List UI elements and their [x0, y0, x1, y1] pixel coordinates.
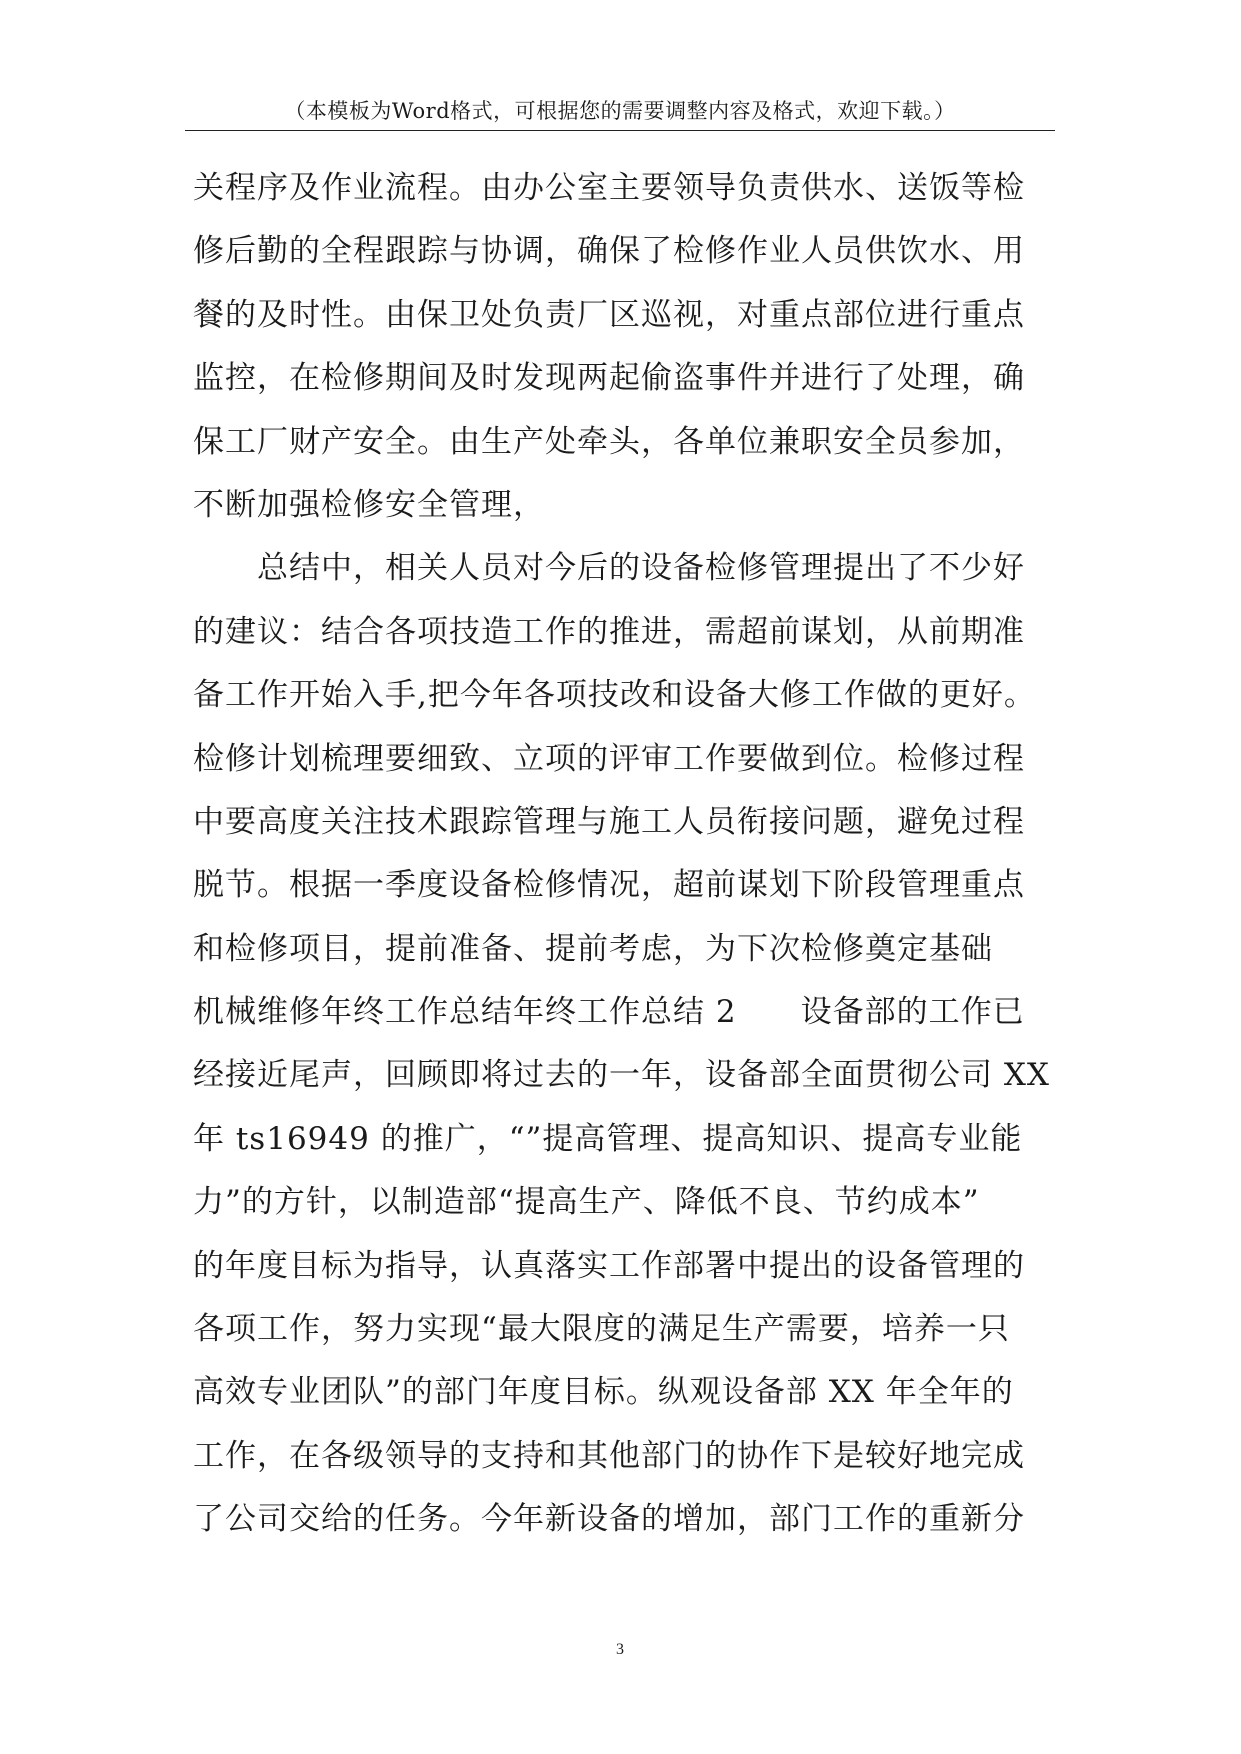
body-line: 机械维修年终工作总结年终工作总结 2 设备部的工作已 [193, 994, 1025, 1031]
body-line: 和检修项目，提前准备、提前考虑，为下次检修奠定基础 [193, 930, 993, 967]
template-note-header: （本模板为Word格式，可根据您的需要调整内容及格式，欢迎下载。） [284, 99, 956, 123]
body-line: 关程序及作业流程。由办公室主要领导负责供水、送饭等检 [193, 170, 1025, 206]
body-line: 餐的及时性。由保卫处负责厂区巡视，对重点部位进行重点 [193, 296, 1025, 333]
document-body [193, 157, 1073, 1552]
body-line: 总结中，相关人员对今后的设备检修管理提出了不少好 [193, 550, 1025, 587]
body-line: 检修计划梳理要细致、立项的评审工作要做到位。检修过程 [193, 740, 1025, 777]
body-line: 的建议：结合各项技造工作的推进，需超前谋划，从前期准 [193, 613, 1025, 650]
body-line: 脱节。根据一季度设备检修情况，超前谋划下阶段管理重点 [193, 867, 1025, 904]
body-line: 各项工作，努力实现“最大限度的满足生产需要，培养一只 [193, 1311, 1010, 1348]
body-line: 了公司交给的任务。今年新设备的增加，部门工作的重新分 [193, 1501, 1025, 1538]
page-number: 3 [616, 1641, 624, 1658]
body-line: 保工厂财产安全。由生产处牵头，各单位兼职安全员参加， [193, 423, 1025, 460]
body-line: 的年度目标为指导，认真落实工作部署中提出的设备管理的 [193, 1247, 1025, 1284]
body-line: 经接近尾声，回顾即将过去的一年，设备部全面贯彻公司 XX [193, 1057, 1050, 1094]
body-line: 修后勤的全程跟踪与协调，确保了检修作业人员供饮水、用 [193, 233, 1025, 270]
body-line: 不断加强检修安全管理， [193, 486, 545, 523]
body-line: 备工作开始入手,把今年各项技改和设备大修工作做的更好。 [193, 677, 1036, 714]
body-line: 监控，在检修期间及时发现两起偷盗事件并进行了处理，确 [193, 360, 1025, 397]
body-line: 中要高度关注技术跟踪管理与施工人员衔接问题，避免过程 [193, 803, 1025, 840]
body-line: 工作，在各级领导的支持和其他部门的协作下是较好地完成 [193, 1437, 1025, 1474]
body-line: 力”的方针，以制造部“提高生产、降低不良、节约成本” [193, 1184, 980, 1221]
body-line: 高效专业团队”的部门年度目标。纵观设备部 XX 年全年的 [193, 1374, 1014, 1411]
header-divider [185, 130, 1055, 131]
body-line: 年 ts16949 的推广，“”提高管理、提高知识、提高专业能 [193, 1120, 1023, 1157]
